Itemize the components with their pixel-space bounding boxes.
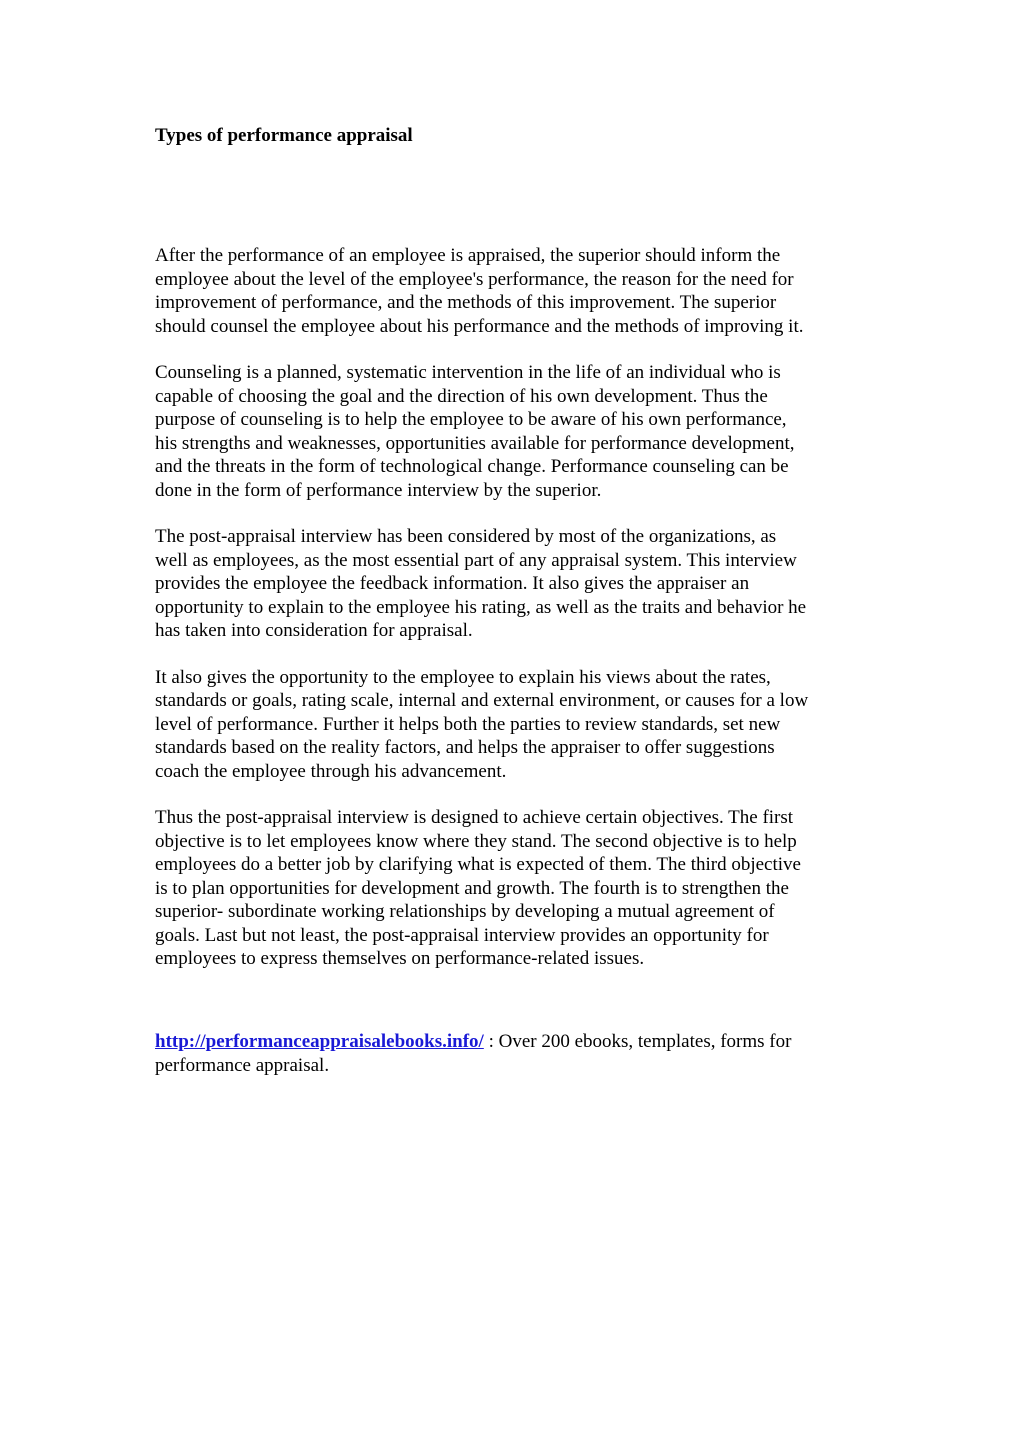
text-line: well as employees, as the most essential part of any appraisal system. This interview	[155, 549, 797, 571]
text-line: improvement of performance, and the methods of this improvement. The superior	[155, 292, 777, 313]
text-line: employees to express themselves on performance-related issues.	[155, 948, 645, 969]
paragraph-5	[155, 806, 870, 971]
footer-text: : Over 200 ebooks, templates, forms for	[483, 1031, 792, 1052]
text-line: standards based on the reality factors, and helps the appraiser to offer suggestions	[155, 737, 775, 758]
paragraph-3	[155, 525, 870, 643]
text-line: goals. Last but not least, the post-appraisal interview provides an opportunity for	[155, 924, 769, 946]
paragraph-1	[155, 244, 870, 338]
text-line: level of performance. Further it helps both the parties to review standards, set new	[155, 713, 781, 735]
text-line: After the performance of an employee is appraised, the superior should inform the	[155, 245, 781, 266]
text-line: coach the employee through his advancement.	[155, 760, 507, 782]
paragraph-2	[155, 361, 870, 502]
text-line: standards or goals, rating scale, internal and external environment, or causes for a low	[155, 690, 809, 711]
text-line: his strengths and weaknesses, opportunities available for performance development,	[155, 432, 795, 454]
ebooks-link[interactable]: http://performanceappraisalebooks.info/	[155, 1031, 484, 1052]
text-line: purpose of counseling is to help the employee to be aware of his own performance,	[155, 409, 787, 430]
text-line: and the threats in the form of technological change. Performance counseling can be	[155, 456, 789, 477]
footer-line-1	[155, 1030, 791, 1054]
text-line: done in the form of performance interview by the superior.	[155, 479, 602, 501]
footer-line-2: performance appraisal.	[155, 1054, 330, 1076]
text-line: The post-appraisal interview has been considered by most of the organizations, as	[155, 526, 777, 547]
text-line: employee about the level of the employee's performance, the reason for the need for	[155, 268, 794, 290]
text-line: Counseling is a planned, systematic intervention in the life of an individual who is	[155, 362, 781, 383]
text-line: capable of choosing the goal and the direction of his own development. Thus the	[155, 385, 768, 407]
text-line: objective is to let employees know where they stand. The second objective is to help	[155, 830, 797, 852]
text-line: is to plan opportunities for development and growth. The fourth is to strengthen the	[155, 877, 789, 899]
text-line: should counsel the employee about his performance and the methods of improving it.	[155, 315, 804, 337]
document-title: Types of performance appraisal	[155, 125, 413, 146]
text-line: Thus the post-appraisal interview is designed to achieve certain objectives. The first	[155, 807, 794, 828]
paragraph-4	[155, 666, 870, 784]
text-line: has taken into consideration for appraisal.	[155, 620, 473, 641]
text-line: It also gives the opportunity to the employee to explain his views about the rates,	[155, 666, 771, 688]
text-line: opportunity to explain to the employee his rating, as well as the traits and behavior he	[155, 596, 807, 618]
footer-note	[155, 1030, 791, 1077]
text-line: employees do a better job by clarifying what is expected of them. The third objective	[155, 854, 801, 875]
text-line: superior- subordinate working relationships by developing a mutual agreement of	[155, 901, 775, 922]
text-line: provides the employee the feedback information. It also gives the appraiser an	[155, 573, 750, 594]
document-body	[155, 244, 870, 994]
